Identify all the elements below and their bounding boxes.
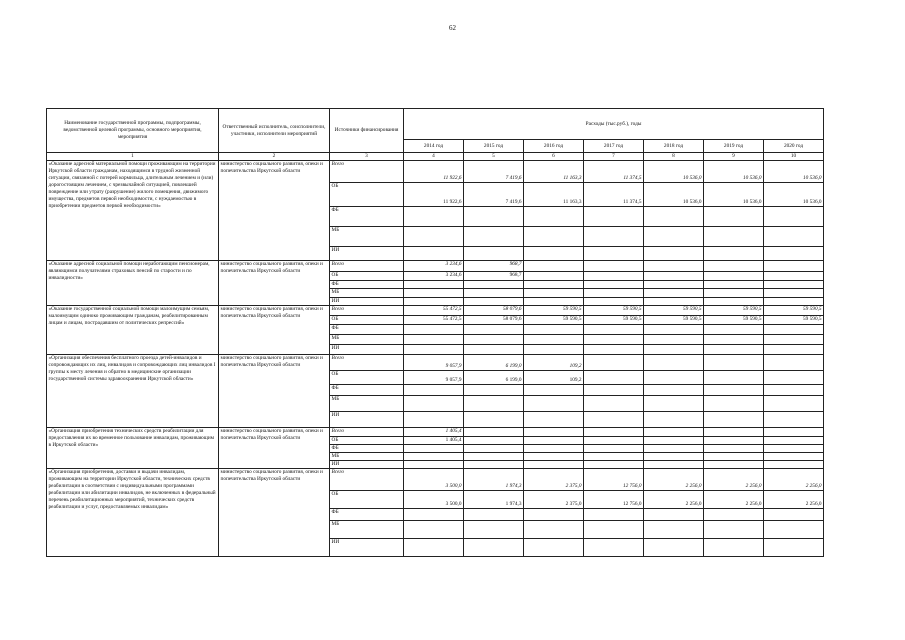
amount-cell: 9 057,9 [404,371,464,385]
amount-cell [524,539,584,557]
amount-cell [704,325,764,335]
amount-cell [524,227,584,247]
amount-cell [584,412,644,428]
amount-cell [764,289,824,298]
funding-source: ФБ [330,281,404,289]
amount-cell [704,355,764,371]
amount-cell [524,509,584,521]
funding-source: ОБ [330,491,404,509]
amount-cell [584,335,644,345]
amount-cell: 3 500,0 [404,469,464,491]
amount-cell [644,396,704,412]
funding-source: МБ [330,453,404,461]
measure-responsible: министерство социального развития, опеки и попечительства Иркутской области [219,261,330,306]
amount-cell: 6 199,0 [464,371,524,385]
amount-cell: 9 057,9 [404,355,464,371]
amount-cell: 10 536,0 [704,161,764,183]
amount-cell [524,521,584,539]
header-year: 2016 год [524,140,584,153]
amount-cell [464,437,524,445]
funding-source: ИИ [330,539,404,557]
amount-cell: 3 234,6 [404,261,464,272]
amount-cell [644,298,704,306]
funding-source: ОБ [330,316,404,325]
amount-cell: 3 234,6 [404,272,464,281]
amount-cell [764,227,824,247]
amount-cell: 58 079,6 [464,306,524,316]
amount-cell [524,298,584,306]
amount-cell [464,396,524,412]
amount-cell [524,207,584,227]
amount-cell [464,227,524,247]
amount-cell: 10 536,0 [764,161,824,183]
amount-cell [524,453,584,461]
funding-source: ИИ [330,345,404,355]
amount-cell: 1 974,3 [464,491,524,509]
funding-source: Всего [330,161,404,183]
amount-cell [464,412,524,428]
amount-cell [644,261,704,272]
column-number: 7 [584,153,644,161]
amount-cell [644,371,704,385]
header-year: 2019 год [704,140,764,153]
amount-cell [704,539,764,557]
amount-cell: 12 756,0 [584,491,644,509]
measure-name: «Организация приобретения технических средств реабилитации для предоставления их во временное пользование инвалидам, проживающим в Иркутской области» [47,428,219,469]
amount-cell: 55 472,5 [404,316,464,325]
amount-cell: 59 590,5 [584,306,644,316]
header-sources: Источники финансирования [330,109,404,153]
amount-cell [644,345,704,355]
amount-cell [404,335,464,345]
amount-cell [464,453,524,461]
amount-cell: 55 472,5 [404,306,464,316]
amount-cell [524,437,584,445]
column-number: 9 [704,153,764,161]
amount-cell [764,371,824,385]
amount-cell [764,335,824,345]
amount-cell [704,461,764,469]
table-header [47,109,824,161]
amount-cell [404,298,464,306]
amount-cell [644,272,704,281]
column-number: 6 [524,153,584,161]
amount-cell: 11 163,3 [524,161,584,183]
amount-cell [644,428,704,437]
header-year: 2015 год [464,140,524,153]
amount-cell: 968,7 [464,272,524,281]
amount-cell [464,521,524,539]
amount-cell [524,325,584,335]
funding-source: Всего [330,306,404,316]
amount-cell [764,396,824,412]
table-body [47,161,824,557]
funding-source: ИИ [330,247,404,261]
amount-cell [644,385,704,396]
amount-cell [764,355,824,371]
amount-cell [764,325,824,335]
amount-cell [764,521,824,539]
amount-cell [584,509,644,521]
amount-cell [764,509,824,521]
funding-source: ОБ [330,272,404,281]
amount-cell [584,289,644,298]
column-number: 5 [464,153,524,161]
amount-cell [524,289,584,298]
table-row [47,469,824,491]
funding-source: ФБ [330,207,404,227]
amount-cell [524,445,584,453]
amount-cell [704,385,764,396]
amount-cell [464,298,524,306]
amount-cell [524,461,584,469]
amount-cell [644,453,704,461]
header-year: 2020 год [764,140,824,153]
funding-source: МБ [330,335,404,345]
measure-responsible: министерство социального развития, опеки и попечительства Иркутской области [219,428,330,469]
measure-responsible: министерство социального развития, опеки и попечительства Иркутской области [219,469,330,557]
amount-cell [644,521,704,539]
amount-cell: 11 374,5 [584,183,644,207]
amount-cell: 1 405,4 [404,437,464,445]
amount-cell [764,298,824,306]
amount-cell [404,445,464,453]
measure-name: «Оказание адресной материальной помощи проживающим на территории Иркутской области гражданам, находящимся в трудной жизненной ситуации, связанной с потерей кормильца, длительным лечением и (или) дорогостоящим лечением, с чрезвычайной ситуацией, повлекшей повреждение или утрату (разрушение) жилого помещения, движимого имущества, предметов первой необходимости, с нуждаемостью в приобретении предметов первой необходимости» [47,161,219,261]
amount-cell [524,428,584,437]
amount-cell [464,325,524,335]
amount-cell [584,371,644,385]
funding-source: ОБ [330,437,404,445]
amount-cell [644,355,704,371]
amount-cell [644,335,704,345]
amount-cell: 7 419,6 [464,183,524,207]
amount-cell: 11 374,5 [584,161,644,183]
amount-cell [644,247,704,261]
amount-cell [404,461,464,469]
amount-cell [524,385,584,396]
amount-cell: 2 256,0 [764,469,824,491]
funding-source: ФБ [330,509,404,521]
amount-cell [644,437,704,445]
funding-source: Всего [330,469,404,491]
amount-cell: 11 922,6 [404,161,464,183]
funding-source: ОБ [330,183,404,207]
amount-cell: 2 256,0 [764,491,824,509]
amount-cell: 2 256,0 [644,491,704,509]
page-number: 62 [449,24,456,32]
header-responsible: Ответственный исполнитель, соисполнители, участники, исполнители мероприятий [219,109,330,153]
amount-cell: 10 536,0 [704,183,764,207]
amount-cell: 7 419,6 [464,161,524,183]
budget-table [46,108,824,557]
column-number: 10 [764,153,824,161]
amount-cell [644,227,704,247]
amount-cell: 59 590,5 [644,306,704,316]
amount-cell [644,412,704,428]
amount-cell [584,428,644,437]
column-number: 4 [404,153,464,161]
amount-cell [704,428,764,437]
measure-name: «Организация приобретения, доставки и выдачи инвалидам, проживающим на территории Иркутской области, технических средств реабилитации в соответствии с индивидуальными программами реабилитации или абилитации инвалидов, не включенных в федеральный перечень реабилитационных мероприятий, технических средств реабилитации и услуг, предоставляемых инвалидам» [47,469,219,557]
amount-cell [704,509,764,521]
amount-cell: 2 375,0 [524,469,584,491]
amount-cell [764,412,824,428]
header-expenses: Расходы (тыс.руб.), годы [404,109,824,140]
amount-cell [464,289,524,298]
amount-cell [644,325,704,335]
amount-cell: 59 590,5 [764,306,824,316]
header-year: 2017 год [584,140,644,153]
amount-cell [704,272,764,281]
amount-cell [584,521,644,539]
table-row [47,306,824,316]
amount-cell [704,227,764,247]
amount-cell: 59 590,5 [524,316,584,325]
amount-cell [524,412,584,428]
amount-cell: 11 922,6 [404,183,464,207]
column-number: 2 [219,153,330,161]
amount-cell: 11 163,3 [524,183,584,207]
amount-cell: 109,2 [524,371,584,385]
amount-cell: 59 590,5 [764,316,824,325]
amount-cell [404,289,464,298]
table-row [47,261,824,272]
amount-cell [764,261,824,272]
funding-source: Всего [330,428,404,437]
measure-name: «Организация обеспечения бесплатного проезда детей-инвалидов и сопровождающих их лиц, инвалидов и сопровождающих лиц инвалидов I группы к месту лечения и обратно в медицинские организации государственной системы здравоохранения Иркутской области» [47,355,219,428]
amount-cell [704,453,764,461]
funding-source: ФБ [330,325,404,335]
amount-cell [764,247,824,261]
amount-cell [704,289,764,298]
measure-name: «Оказание адресной социальной помощи неработающим пенсионерам, являющимся получателями страховых пенсий по старости и по инвалидности» [47,261,219,306]
amount-cell [584,539,644,557]
amount-cell: 59 590,5 [704,316,764,325]
funding-source: ИИ [330,412,404,428]
funding-source: ФБ [330,385,404,396]
amount-cell [464,428,524,437]
amount-cell [464,345,524,355]
amount-cell [464,385,524,396]
amount-cell [644,289,704,298]
amount-cell [704,207,764,227]
amount-cell [524,281,584,289]
amount-cell [584,461,644,469]
measure-responsible: министерство социального развития, опеки и попечительства Иркутской области [219,355,330,428]
amount-cell [404,247,464,261]
amount-cell: 2 256,0 [704,491,764,509]
amount-cell [764,445,824,453]
amount-cell [704,298,764,306]
amount-cell [464,539,524,557]
amount-cell [404,281,464,289]
amount-cell [584,355,644,371]
funding-source: МБ [330,289,404,298]
amount-cell [404,385,464,396]
amount-cell [644,445,704,453]
amount-cell [704,247,764,261]
amount-cell [404,207,464,227]
amount-cell: 2 256,0 [644,469,704,491]
funding-source: Всего [330,261,404,272]
amount-cell [464,207,524,227]
amount-cell [704,281,764,289]
amount-cell [464,281,524,289]
table-row [47,161,824,183]
amount-cell: 109,2 [524,355,584,371]
amount-cell [704,412,764,428]
amount-cell [644,509,704,521]
amount-cell [524,261,584,272]
funding-source: ИИ [330,461,404,469]
amount-cell [524,396,584,412]
measure-responsible: министерство социального развития, опеки и попечительства Иркутской области [219,161,330,261]
amount-cell [584,385,644,396]
funding-source: ИИ [330,298,404,306]
amount-cell: 1 405,4 [404,428,464,437]
amount-cell [764,437,824,445]
header-column-numbers [47,153,824,161]
amount-cell [404,539,464,557]
amount-cell [404,227,464,247]
amount-cell [404,521,464,539]
amount-cell [464,509,524,521]
measure-name: «Оказание государственной социальной помощи малоимущим семьям, малоимущим одиноко проживающим гражданам, реабилитированным лицам и лицам, пострадавшим от политических репрессий» [47,306,219,355]
header-year: 2018 год [644,140,704,153]
amount-cell: 10 536,0 [764,183,824,207]
amount-cell: 59 590,5 [584,316,644,325]
amount-cell [584,261,644,272]
amount-cell [764,281,824,289]
amount-cell [584,453,644,461]
amount-cell [404,396,464,412]
amount-cell: 2 256,0 [704,469,764,491]
amount-cell [644,539,704,557]
amount-cell [584,396,644,412]
funding-source: МБ [330,396,404,412]
amount-cell: 10 536,0 [644,183,704,207]
amount-cell: 3 500,0 [404,491,464,509]
column-number: 3 [330,153,404,161]
amount-cell [704,445,764,453]
funding-source: МБ [330,227,404,247]
header-year: 2014 год [404,140,464,153]
amount-cell [524,247,584,261]
amount-cell: 59 590,5 [644,316,704,325]
amount-cell [764,453,824,461]
amount-cell [704,396,764,412]
amount-cell [524,345,584,355]
amount-cell [464,247,524,261]
funding-source: ФБ [330,445,404,453]
amount-cell: 12 756,0 [584,469,644,491]
amount-cell [584,207,644,227]
measure-responsible: министерство социального развития, опеки и попечительства Иркутской области [219,306,330,355]
amount-cell [464,335,524,345]
column-number: 1 [47,153,219,161]
amount-cell [764,461,824,469]
funding-source: Всего [330,355,404,371]
amount-cell [584,345,644,355]
amount-cell [404,509,464,521]
amount-cell [764,272,824,281]
amount-cell: 58 079,6 [464,316,524,325]
amount-cell [704,521,764,539]
amount-cell: 10 536,0 [644,161,704,183]
amount-cell: 59 590,5 [524,306,584,316]
amount-cell [404,345,464,355]
amount-cell [704,335,764,345]
table-row [47,428,824,437]
amount-cell [704,345,764,355]
amount-cell [704,437,764,445]
amount-cell [704,261,764,272]
amount-cell [584,445,644,453]
amount-cell [704,371,764,385]
amount-cell [764,428,824,437]
funding-source: ОБ [330,371,404,385]
amount-cell [524,335,584,345]
amount-cell [644,207,704,227]
amount-cell: 59 590,5 [704,306,764,316]
amount-cell: 6 199,0 [464,355,524,371]
amount-cell [584,281,644,289]
amount-cell [644,281,704,289]
funding-source: МБ [330,521,404,539]
amount-cell [404,325,464,335]
amount-cell [584,298,644,306]
amount-cell: 968,7 [464,261,524,272]
amount-cell [524,272,584,281]
amount-cell [764,345,824,355]
column-number: 8 [644,153,704,161]
amount-cell [404,412,464,428]
amount-cell: 2 375,0 [524,491,584,509]
amount-cell [764,385,824,396]
amount-cell [584,325,644,335]
amount-cell: 1 974,3 [464,469,524,491]
amount-cell [584,227,644,247]
amount-cell [464,461,524,469]
amount-cell [764,539,824,557]
amount-cell [464,445,524,453]
amount-cell [584,247,644,261]
table-row [47,355,824,371]
amount-cell [644,461,704,469]
amount-cell [404,453,464,461]
amount-cell [584,437,644,445]
amount-cell [764,207,824,227]
amount-cell [584,272,644,281]
header-name: Наименование государственной программы, подпрограммы, ведомственной целевой программы, основного мероприятия, мероприятия [47,109,219,153]
